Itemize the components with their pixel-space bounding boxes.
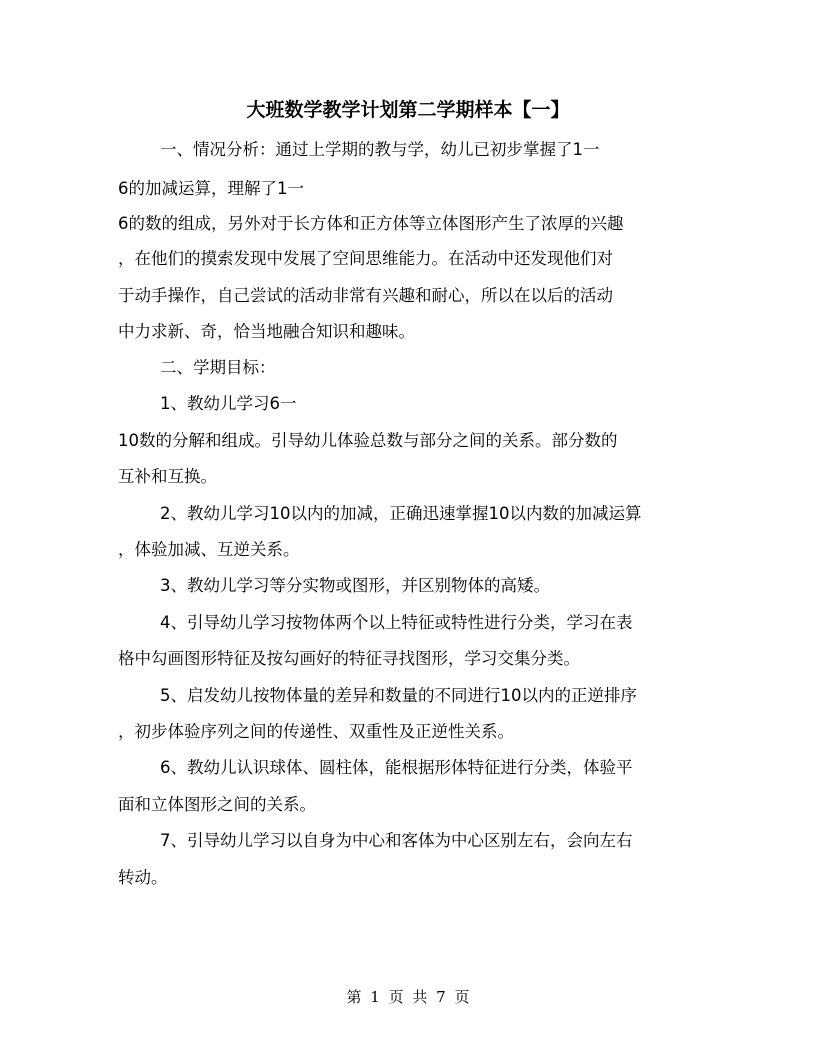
paragraph-line: 中力求新、奇，恰当地融合知识和趣味。 xyxy=(118,322,415,341)
list-item-line: 互补和互换。 xyxy=(118,467,217,486)
list-item-line: 10数的分解和组成。引导幼儿体验总数与部分之间的关系。部分数的 xyxy=(118,431,618,450)
paragraph-line: ，在他们的摸索发现中发展了空间思维能力。在活动中还发现他们对 xyxy=(118,249,613,268)
section-heading: 二、学期目标： xyxy=(160,358,276,377)
list-item-line: 2、教幼儿学习10以内的加减，正确迅速掌握10以内数的加减运算 xyxy=(160,504,642,523)
list-item-line: 1、教幼儿学习6一 xyxy=(160,394,297,413)
list-item-line: 7、引导幼儿学习以自身为中心和客体为中心区别左右，会向左右 xyxy=(160,831,633,850)
list-item-line: ，初步体验序列之间的传递性、双重性及正逆性关系。 xyxy=(118,722,514,741)
list-item-line: 6、教幼儿认识球体、圆柱体，能根据形体特征进行分类，体验平 xyxy=(160,758,633,777)
list-item-line: 转动。 xyxy=(118,868,168,887)
paragraph-line: 6的数的组成，另外对于长方体和正方体等立体图形产生了浓厚的兴趣 xyxy=(118,214,624,233)
paragraph-line: 于动手操作，自己尝试的活动非常有兴趣和耐心，所以在以后的活动 xyxy=(118,286,613,305)
list-item-line: 格中勾画图形特征及按勾画好的特征寻找图形，学习交集分类。 xyxy=(118,649,580,668)
document-title: 大班数学教学计划第二学期样本【一】 xyxy=(246,99,570,121)
paragraph-line: 6的加减运算，理解了1一 xyxy=(118,179,304,198)
list-item-line: ，体验加减、互逆关系。 xyxy=(118,540,300,559)
list-item-line: 3、教幼儿学习等分实物或图形，并区别物体的高矮。 xyxy=(160,576,550,595)
list-item-line: 4、引导幼儿学习按物体两个以上特征或特性进行分类，学习在表 xyxy=(160,613,633,632)
paragraph-line: 一、情况分析：通过上学期的教与学，幼儿已初步掌握了1一 xyxy=(160,140,600,159)
page-number: 第 1 页 共 7 页 xyxy=(346,988,470,1006)
list-item-line: 面和立体图形之间的关系。 xyxy=(118,795,316,814)
list-item-line: 5、启发幼儿按物体量的差异和数量的不同进行10以内的正逆排序 xyxy=(160,686,637,705)
